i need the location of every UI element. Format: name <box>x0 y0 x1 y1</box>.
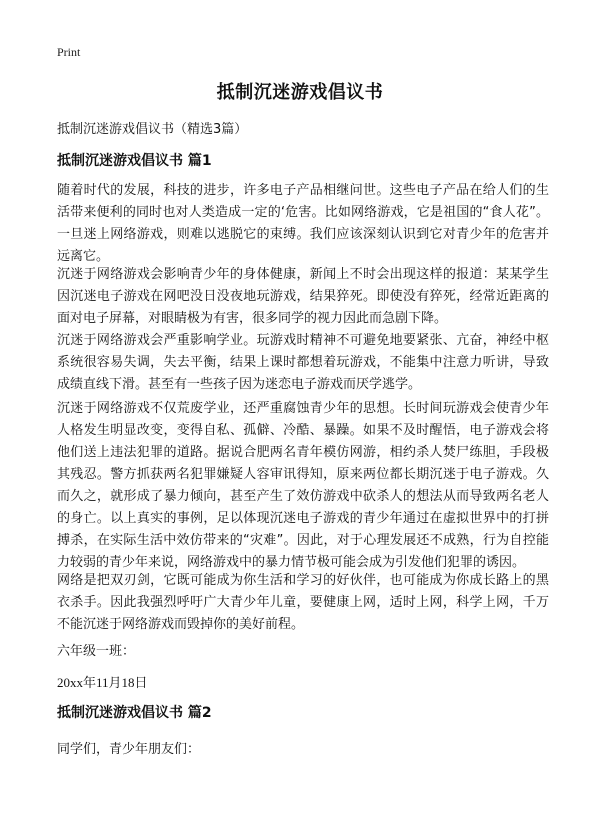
print-link[interactable]: Print <box>57 45 81 59</box>
section-1-paragraph-3: 沉迷于网络游戏会严重影响学业。玩游戏时精神不可避免地要紧张、亢奋，神经中枢系统很容易失调，失去平衡，结果上课时都想着玩游戏，不能集中注意力听讲，导致成绩直线下滑。甚至有一些孩子因为迷恋电子游戏而厌学逃学。 <box>57 333 549 392</box>
document-title: 抵制沉迷游戏倡议书 <box>216 82 384 103</box>
section-1-paragraph-4: 沉迷于网络游戏不仅荒废学业，还严重腐蚀青少年的思想。长时间玩游戏会使青少年人格发生明显改变，变得自私、孤僻、冷酷、暴躁。如果不及时醒悟，电子游戏会将他们送上违法犯罪的道路。据说合肥两名青年模仿网游，相约杀人焚尸练胆，手段极其残忍。警方抓获两名犯罪嫌疑人容审讯得知，原来两位都长期沉迷于电子游戏。久而久之，就形成了暴力倾向，甚至产生了效仿游戏中砍杀人的想法从而导致两名老人的身亡。以上真实的事例，足以体现沉迷电子游戏的青少年通过在虚拟世界中的打拼搏杀，在实际生活中效仿带来的“灾难”。因此，对于心理发展还不成熟，行为自控能力较弱的青少年来说，网络游戏中的暴力情节极可能会成为引发他们犯罪的诱因。 <box>57 401 549 570</box>
section-1-paragraph-5: 网络是把双刃剑，它既可能成为你生活和学习的好伙伴，也可能成为你成长路上的黑衣杀手。因此我强烈呼吁广大青少年儿童，要健康上网，适时上网，科学上网，千万不能沉迷于网络游戏而毁掉你的美好前程。 <box>57 573 549 632</box>
section-2-greeting: 同学们，青少年朋友们： <box>57 742 201 757</box>
section-2-heading: 抵制沉迷游戏倡议书 篇2 <box>57 705 212 721</box>
date-line: 20xx年11月18日 <box>57 675 148 690</box>
section-1-heading: 抵制沉迷游戏倡议书 篇1 <box>57 153 212 169</box>
document-subtitle: 抵制沉迷游戏倡议书（精选3篇） <box>57 122 248 137</box>
signature-line: 六年级一班： <box>57 644 136 659</box>
section-1-paragraph-1: 随着时代的发展，科技的进步，许多电子产品相继问世。这些电子产品在给人们的生活带来便利的同时也对人类造成一定的‘危害。比如网络游戏，它是祖国的“食人花”。一旦迷上网络游戏，则难以逃脱它的束缚。我们应该深刻认识到它对青少年的危害并远离它。 <box>57 183 549 264</box>
section-1-paragraph-2: 沉迷于网络游戏会影响青少年的身体健康，新闻上不时会出现这样的报道：某某学生因沉迷电子游戏在网吧没日没夜地玩游戏，结果猝死。即使没有猝死，经常近距离的面对电子屏幕，对眼睛极为有害，很多同学的视力因此而急剧下降。 <box>57 267 549 326</box>
